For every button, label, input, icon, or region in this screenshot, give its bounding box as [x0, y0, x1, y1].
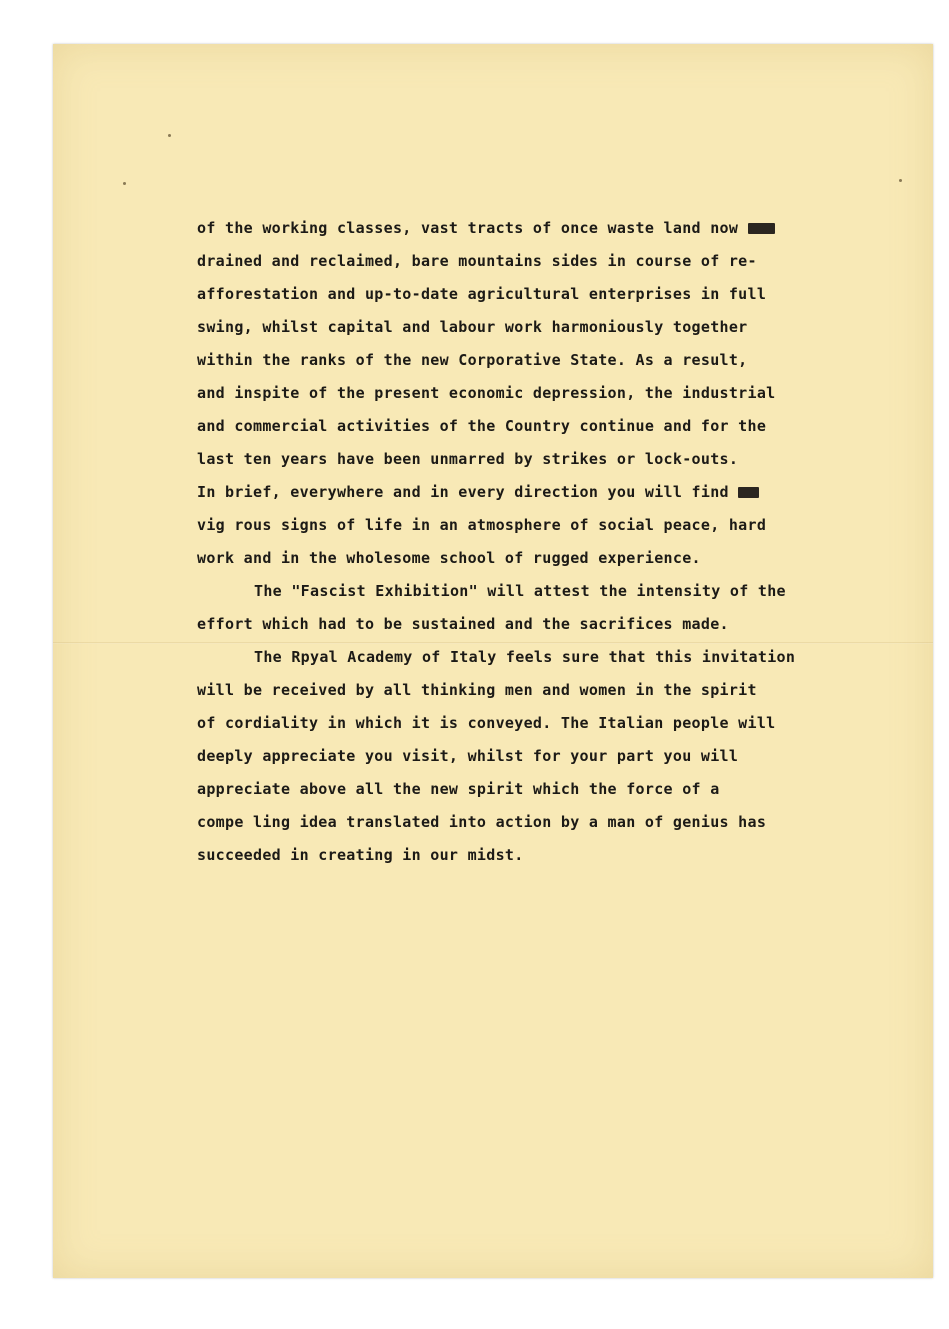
text-line	[197, 278, 857, 311]
text-line	[197, 476, 857, 509]
text-line	[197, 410, 857, 443]
line-text: In brief, everywhere and in every direction you will find	[197, 483, 739, 501]
text-line	[197, 674, 857, 707]
text-line	[197, 344, 857, 377]
line-text: and commercial activities of the Country continue and for the	[197, 417, 767, 435]
line-text: within the ranks of the new Corporative State. As a result,	[197, 351, 748, 369]
text-line	[197, 740, 857, 773]
text-line	[197, 773, 857, 806]
line-text: effort which had to be sustained and the sacrifices made.	[197, 615, 729, 633]
text-line	[197, 212, 857, 245]
line-text: drained and reclaimed, bare mountains sides in course of re-	[197, 252, 757, 270]
struck-out-word: drxh	[747, 222, 776, 235]
text-line	[197, 245, 857, 278]
line-text: deeply appreciate you visit, whilst for your part you will	[197, 747, 739, 765]
text-line	[197, 542, 857, 575]
line-text: will be received by all thinking men and women in the spirit	[197, 681, 757, 699]
line-text: and inspite of the present economic depression, the industrial	[197, 384, 776, 402]
body-text	[197, 212, 857, 872]
line-text: vig rous signs of life in an atmosphere of social peace, hard	[197, 516, 767, 534]
paper-mark	[123, 182, 126, 185]
line-text: of cordiality in which it is conveyed. The Italian people will	[197, 714, 776, 732]
typewritten-page	[53, 44, 933, 1278]
paragraph-start-line	[197, 641, 857, 674]
text-line	[197, 608, 857, 641]
paper-mark	[168, 134, 171, 137]
line-text: of the working classes, vast tracts of once waste land now	[197, 219, 748, 237]
text-line	[197, 443, 857, 476]
line-text: The Rpyal Academy of Italy feels sure that this invitation	[254, 648, 796, 666]
line-text: last ten years have been unmarred by strikes or lock-outs.	[197, 450, 739, 468]
line-text: succeeded in creating in our midst.	[197, 846, 524, 864]
line-text: work and in the wholesome school of rugged experience.	[197, 549, 701, 567]
line-text: afforestation and up-to-date agricultural enterprises in full	[197, 285, 767, 303]
line-text: compe ling idea translated into action by a man of genius has	[197, 813, 767, 831]
paper-mark	[899, 179, 902, 182]
text-line	[197, 806, 857, 839]
line-text: swing, whilst capital and labour work harmoniously together	[197, 318, 748, 336]
line-text: appreciate above all the new spirit which the force of a	[197, 780, 720, 798]
paragraph-start-line	[197, 575, 857, 608]
text-line	[197, 707, 857, 740]
text-line	[197, 311, 857, 344]
text-line	[197, 509, 857, 542]
struck-out-word: the	[738, 486, 759, 499]
line-text: The "Fascist Exhibition" will attest the intensity of the	[254, 582, 786, 600]
text-line	[197, 377, 857, 410]
text-line	[197, 839, 857, 872]
